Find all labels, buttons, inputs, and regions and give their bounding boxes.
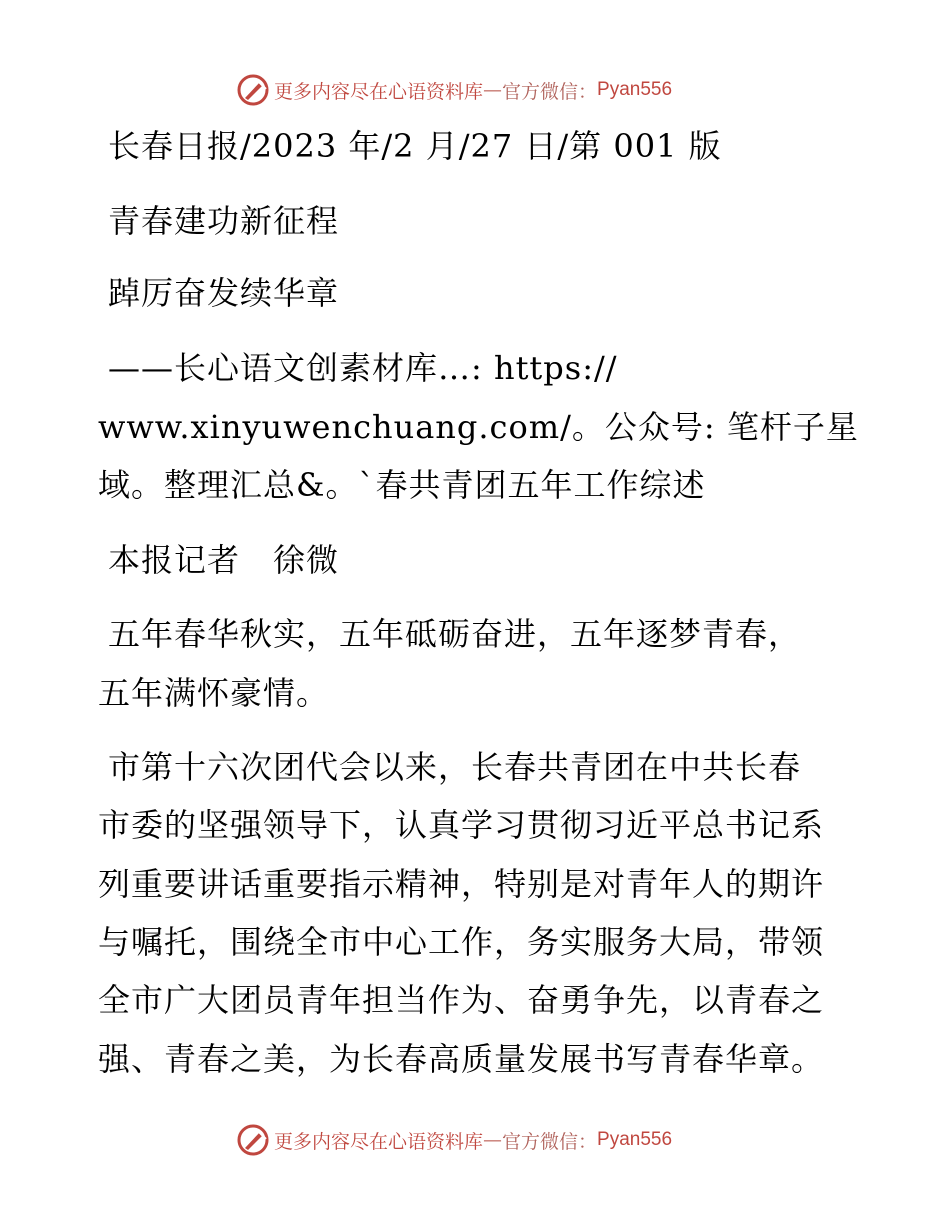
banner-wechat-id: Pyan556 <box>597 1129 673 1150</box>
banner-brand-text: 更多内容尽在心语资料库 <box>274 1130 484 1153</box>
banner-official-label: 官方微信： <box>502 80 598 103</box>
paragraph-2-line-1: 市第十六次团代会以来，长春共青团在中共长春 <box>108 748 802 786</box>
banner-brand-text: 更多内容尽在心语资料库 <box>274 80 484 103</box>
paragraph-2-line-5: 全市广大团员青年担当作为、奋勇争先，以青春之 <box>98 981 825 1019</box>
paragraph-2-line-3: 列重要讲话重要指示精神，特别是对青年人的期许 <box>98 865 825 903</box>
paragraph-1-line-2: 五年满怀豪情。 <box>98 674 330 712</box>
banner-dash: — <box>483 1129 503 1151</box>
article-subtitle-line-3: 域。整理汇总&。`春共青团五年工作综述 <box>98 466 706 504</box>
paragraph-1-line-1: 五年春华秋实，五年砥砺奋进，五年逐梦青春， <box>108 615 802 653</box>
quill-logo-icon <box>236 1123 270 1157</box>
footer-watermark-banner <box>236 1120 756 1160</box>
quill-logo-icon <box>236 73 270 107</box>
paragraph-2-line-6: 强、青春之美，为长春高质量发展书写青春华章。 <box>98 1040 825 1078</box>
article-subtitle-line-2: www.xinyuwenchuang.com/。公众号: 笔杆子星 <box>98 408 859 446</box>
article-dateline: 长春日报/2023 年/2 月/27 日/第 001 版 <box>108 127 722 165</box>
banner-official-label: 官方微信： <box>502 1130 598 1153</box>
banner-wechat-id: Pyan556 <box>597 79 673 100</box>
article-subtitle-line-1: ——长心语文创素材库…: https:// <box>108 349 618 387</box>
article-title-line-1: 青春建功新征程 <box>108 202 340 240</box>
article-title-line-2: 踔厉奋发续华章 <box>108 274 340 312</box>
paragraph-2-line-4: 与嘱托，围绕全市中心工作，务实服务大局，带领 <box>98 923 825 961</box>
header-watermark-banner <box>236 70 756 110</box>
article-byline: 本报记者 徐微 <box>108 541 340 579</box>
paragraph-2-line-2: 市委的坚强领导下，认真学习贯彻习近平总书记系 <box>98 806 825 844</box>
banner-dash: — <box>483 79 503 101</box>
